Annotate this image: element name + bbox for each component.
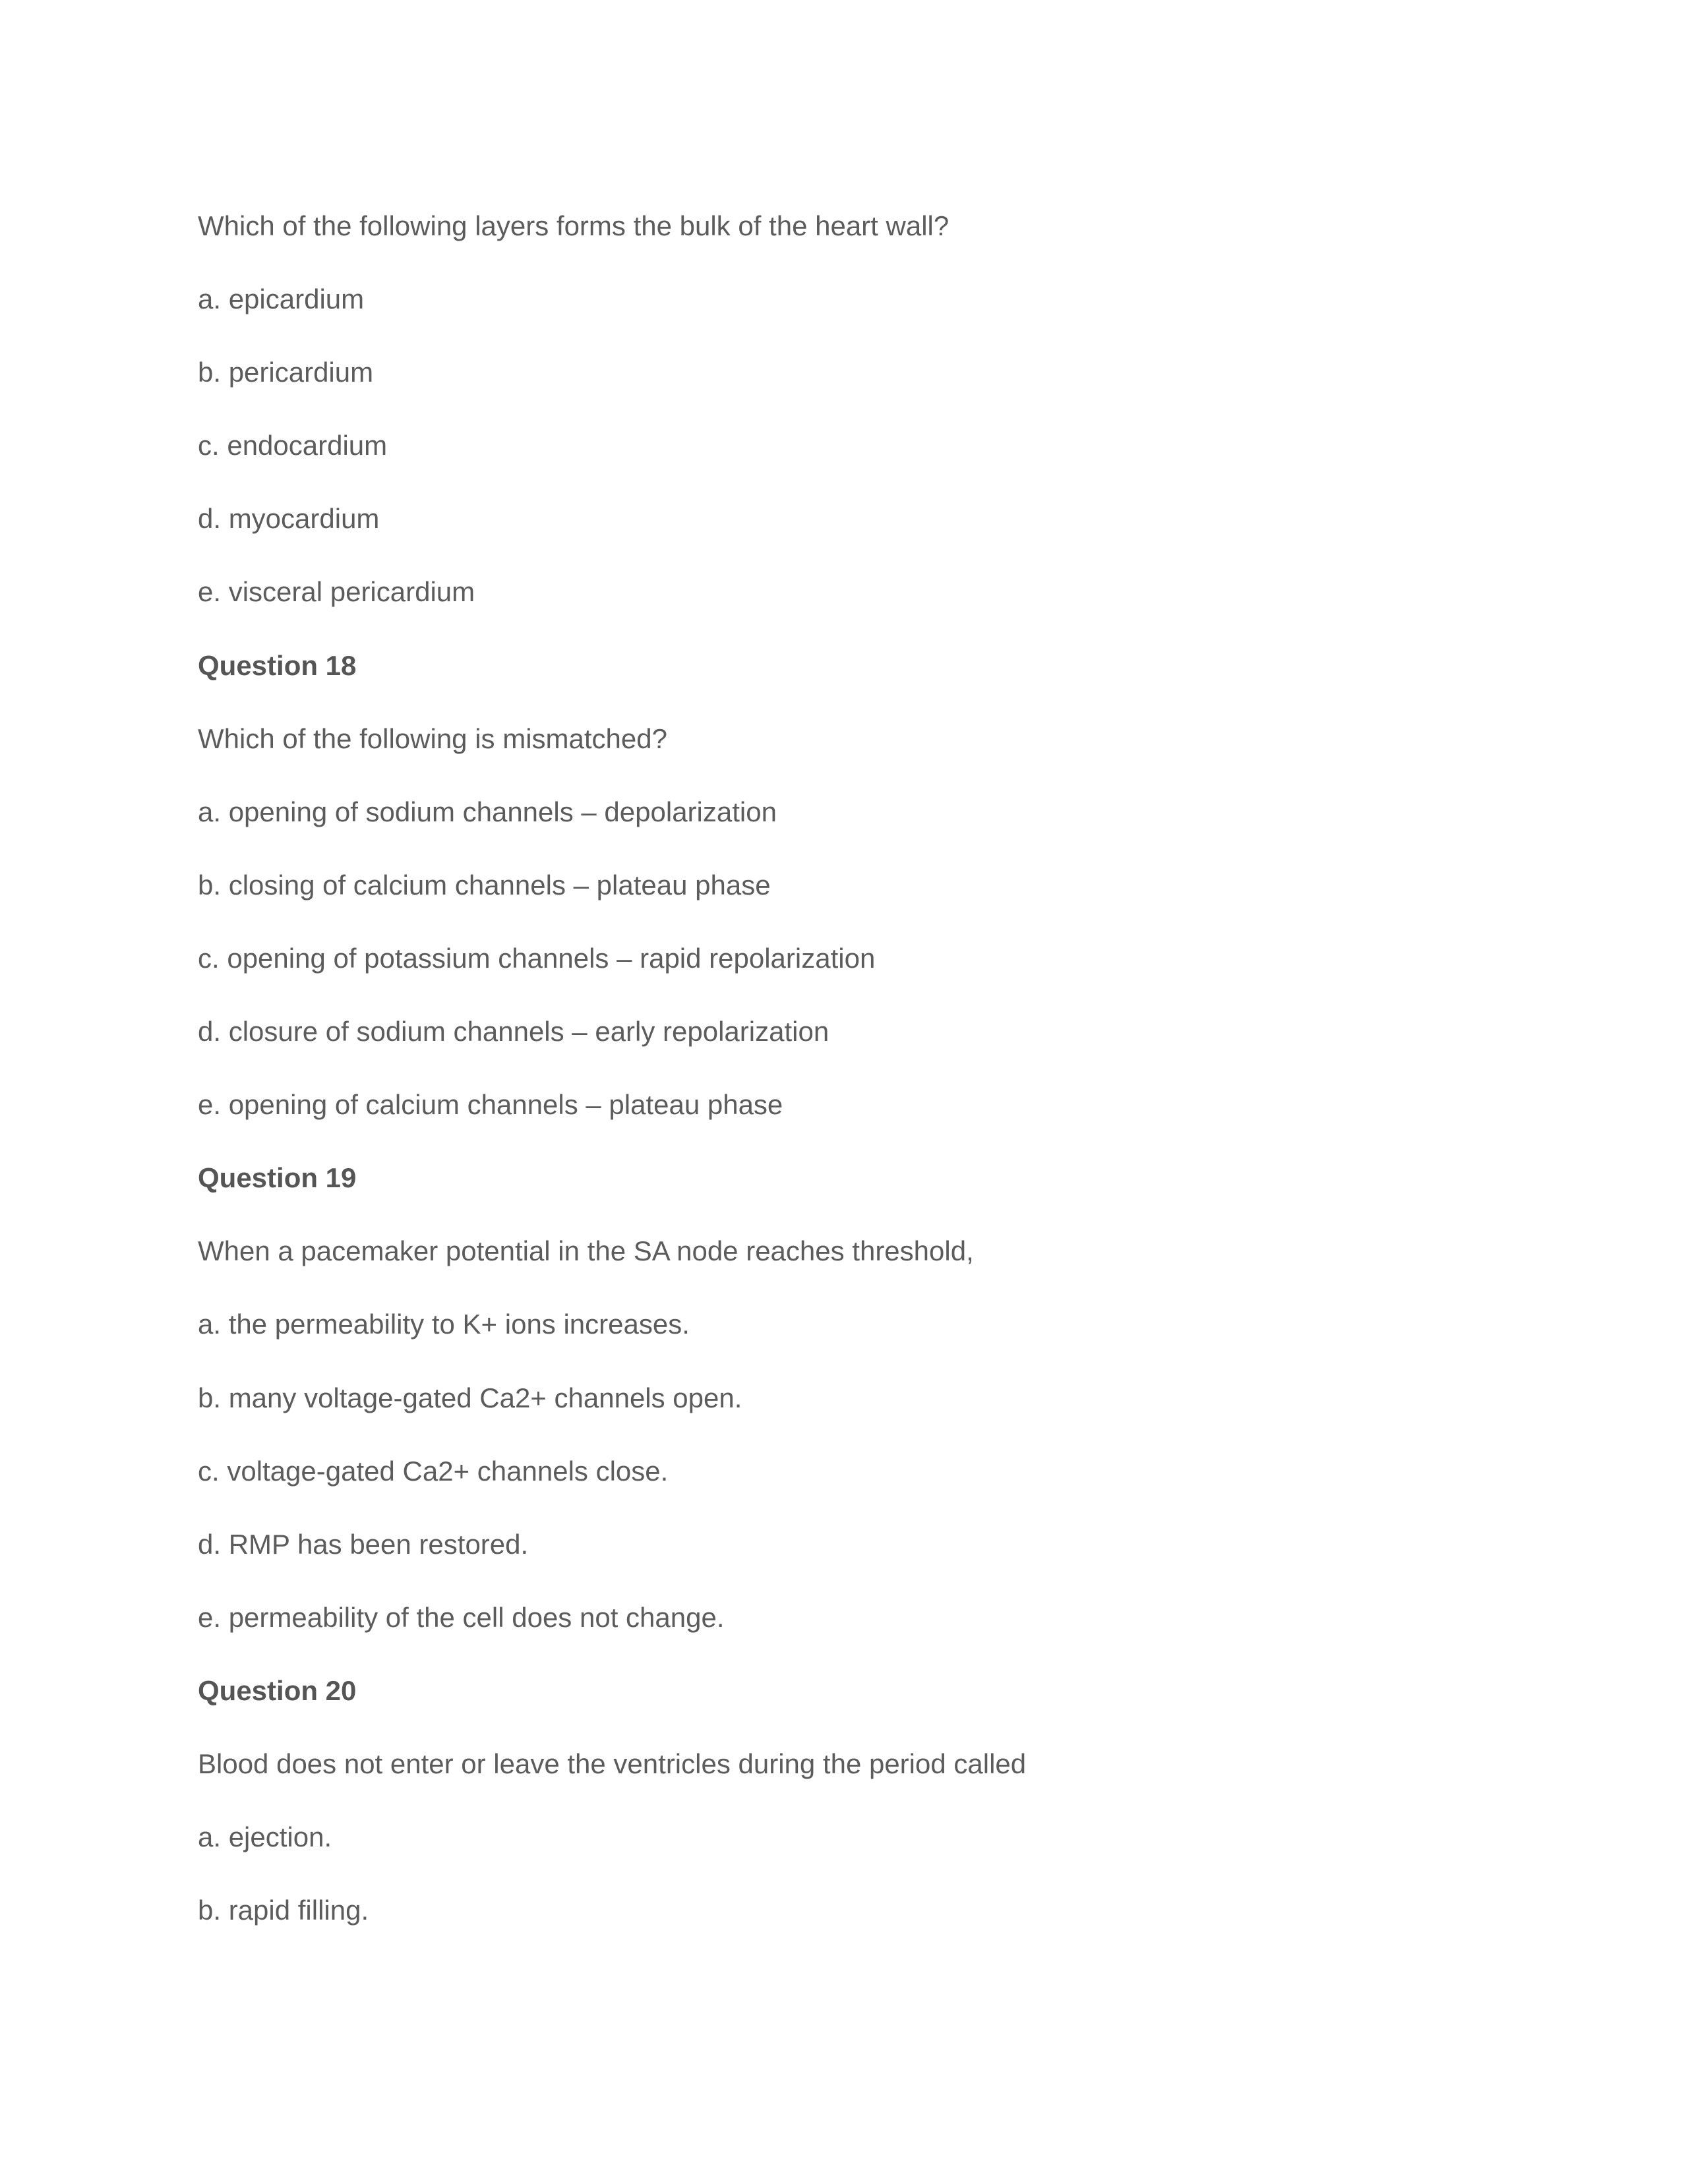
question-17-stem: Which of the following layers forms the bulk of the heart wall?	[198, 210, 950, 241]
question-18-option-d: d. closure of sodium channels – early repolarization	[198, 1016, 829, 1048]
question-19-option-b: b. many voltage-gated Ca2+ channels open.	[198, 1382, 742, 1413]
question-18-option-a: a. opening of sodium channels – depolarization	[198, 796, 777, 827]
question-20-option-a: a. ejection.	[198, 1821, 332, 1853]
question-17-option-e: e. visceral pericardium	[198, 576, 475, 608]
question-17-option-c: c. endocardium	[198, 430, 388, 461]
question-19-option-d: d. RMP has been restored.	[198, 1528, 529, 1560]
question-18-option-c: c. opening of potassium channels – rapid repolarization	[198, 942, 876, 974]
question-18-heading: Question 18	[198, 649, 357, 681]
question-19-heading: Question 19	[198, 1162, 357, 1194]
question-19-stem: When a pacemaker potential in the SA node reaches threshold,	[198, 1235, 974, 1267]
question-20-stem: Blood does not enter or leave the ventricles during the period called	[198, 1748, 1027, 1779]
question-19-option-c: c. voltage-gated Ca2+ channels close.	[198, 1455, 669, 1487]
question-19-option-a: a. the permeability to K+ ions increases.	[198, 1309, 690, 1340]
question-17-option-a: a. epicardium	[198, 283, 365, 315]
question-18-stem: Which of the following is mismatched?	[198, 723, 667, 754]
page-content	[198, 210, 1517, 1967]
question-17-option-d: d. myocardium	[198, 503, 380, 535]
question-20-option-b: b. rapid filling.	[198, 1895, 369, 1926]
question-17-option-b: b. pericardium	[198, 357, 374, 388]
question-20-heading: Question 20	[198, 1674, 357, 1706]
question-18-option-b: b. closing of calcium channels – plateau phase	[198, 869, 771, 900]
question-19-option-e: e. permeability of the cell does not change.	[198, 1601, 725, 1633]
question-18-option-e: e. opening of calcium channels – plateau phase	[198, 1089, 783, 1121]
